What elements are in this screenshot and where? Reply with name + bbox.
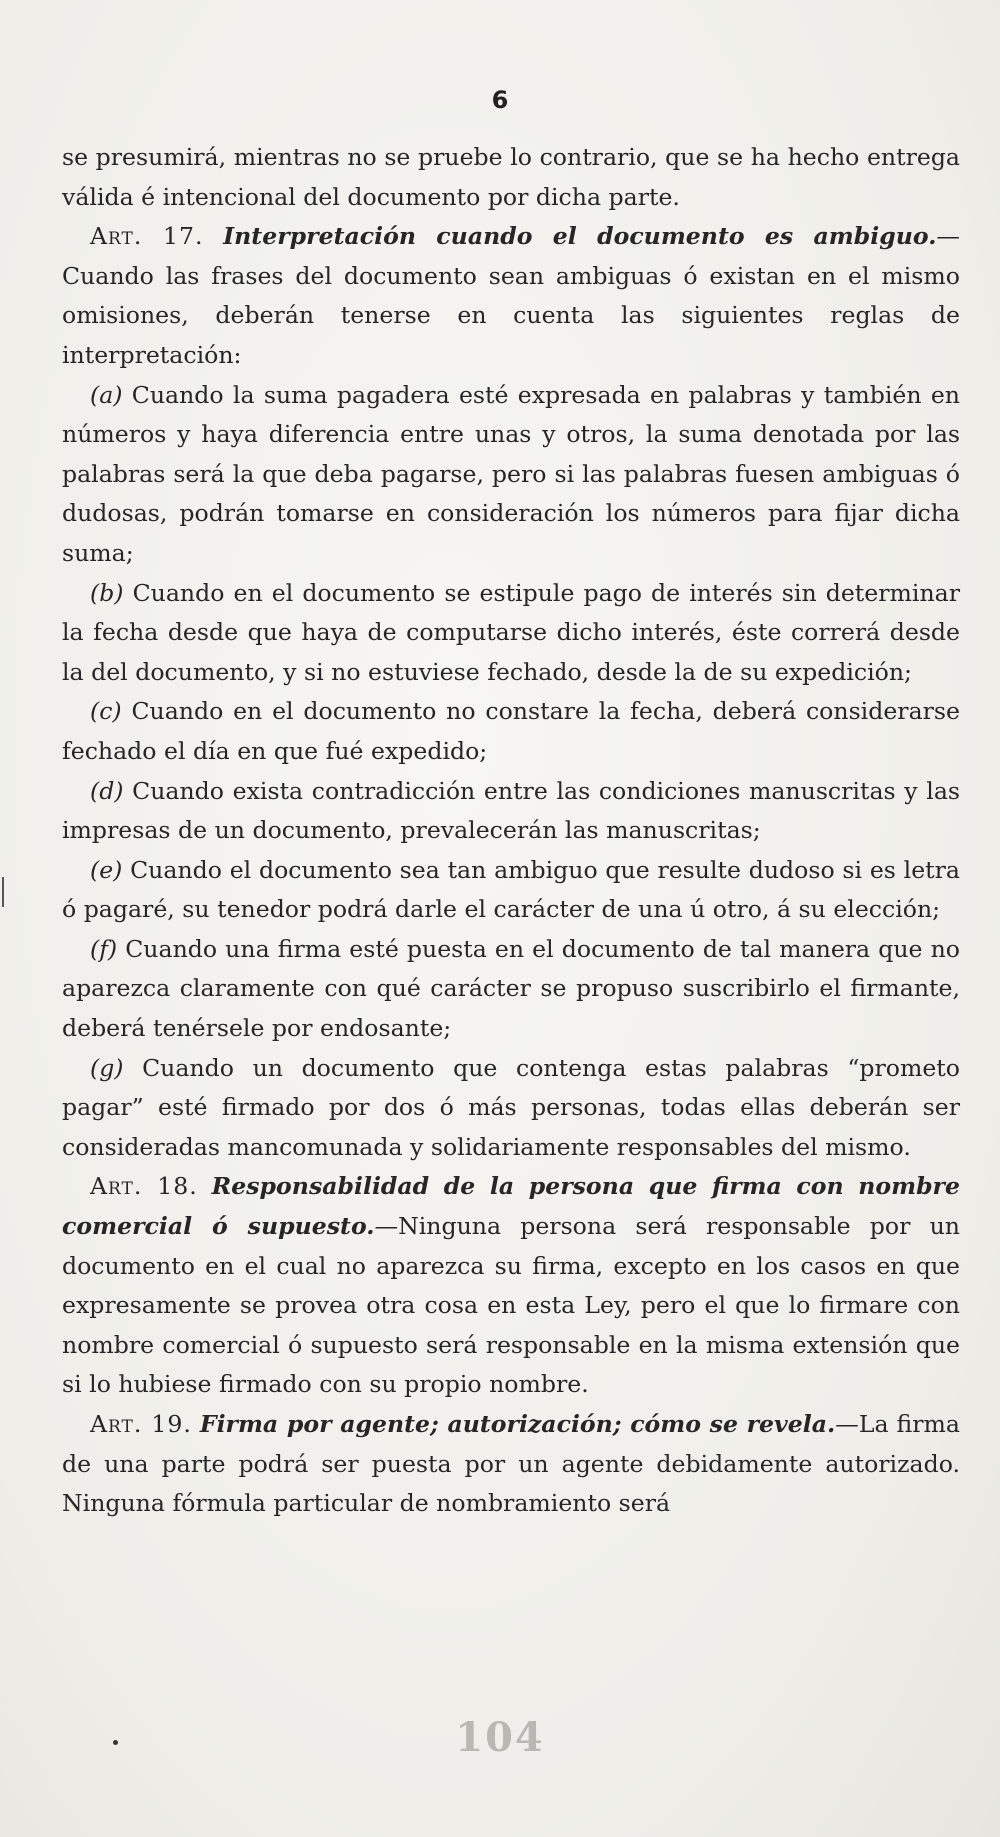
- rule-a: [62, 376, 960, 574]
- article-text: —Ninguna persona será responsable por un documento en el cual no aparezca su firma, excepto en los casos en que expresamente se provea otra cosa en esta Ley, pero el que lo firmare con nombre comercial ó supuesto será responsable en la misma extensión que si lo hubiese firmado con su propio nombre.: [62, 1212, 960, 1399]
- rule-letter: (c): [90, 697, 122, 726]
- rule-letter: (d): [90, 776, 124, 805]
- article-heading: Responsabilidad de la persona que firma con nombre comercial ó supuesto.: [62, 1172, 961, 1241]
- rule-letter: (f): [90, 934, 118, 963]
- article-text: —La firma de una parte podrá ser puesta por un agente debidamente autorizado. Ninguna fórmula particular de nombramiento será: [62, 1410, 960, 1518]
- article-text: —Cuando las frases del documento sean ambiguas ó existan en el mismo omisiones, deberán tenerse en cuenta las siguientes reglas de interpretación:: [62, 222, 961, 369]
- article-17: [62, 217, 960, 375]
- article-heading: Interpretación cuando el documento es ambiguo.: [223, 222, 937, 251]
- rule-g: [62, 1049, 960, 1168]
- rule-letter: (b): [90, 578, 124, 607]
- article-19: [62, 1405, 960, 1524]
- article-label: Art. 19.: [90, 1410, 192, 1438]
- page-number: 6: [491, 86, 509, 114]
- margin-mark: [2, 877, 4, 907]
- article-18: [62, 1167, 960, 1405]
- rule-letter: (a): [90, 380, 123, 409]
- article-heading: Firma por agente; autorización; cómo se revela.: [199, 1410, 836, 1438]
- rule-letter: (e): [90, 855, 123, 884]
- rule-text: Cuando la suma pagadera esté expresada en palabras y también en números y haya diferencia entre unas y otros, la suma denotada por las palabras será la que deba pagarse, pero si las palabras fuesen ambiguas ó dudosas, podrán tomarse en consideración los números para fijar dicha suma;: [62, 380, 960, 567]
- paragraph-text: se presumirá, mientras no se pruebe lo contrario, que se ha hecho entrega válida é intencional del documento por dicha parte.: [62, 143, 960, 211]
- rule-text: Cuando un documento que contenga estas palabras “prometo pagar” esté firmado por dos ó más personas, todas ellas deberán ser consideradas mancomunada y solidariamente responsables del mismo.: [62, 1053, 960, 1161]
- rule-c: [62, 692, 960, 771]
- rule-text: Cuando el documento sea tan ambiguo que resulte dudoso si es letra ó pagaré, su tenedor podrá darle el carácter de una ú otro, á su elección;: [62, 855, 960, 924]
- rule-e: [62, 851, 960, 930]
- rule-b: [62, 574, 960, 693]
- body-text: [62, 138, 960, 1524]
- rule-text: Cuando en el documento se estipule pago de interés sin determinar la fecha desde que haya de computarse dicho interés, éste correrá desde la del documento, y si no estuviese fechado, desde la de su expedición;: [62, 578, 960, 686]
- rule-text: Cuando exista contradicción entre las condiciones manuscritas y las impresas de un documento, prevalecerán las manuscritas;: [62, 776, 960, 845]
- paragraph-continuation: [62, 138, 960, 217]
- article-label: Art. 17.: [90, 222, 204, 251]
- rule-text: Cuando en el documento no constare la fecha, deberá considerarse fechado el día en que fué expedido;: [62, 697, 960, 765]
- rule-letter: (g): [90, 1053, 124, 1082]
- rule-text: Cuando una firma esté puesta en el documento de tal manera que no aparezca claramente con qué carácter se propuso suscribirlo el firmante, deberá tenérsele por endosante;: [62, 934, 960, 1043]
- rule-d: [62, 772, 960, 851]
- article-label: Art. 18.: [90, 1172, 198, 1201]
- footer-page-number: 104: [455, 1714, 545, 1761]
- rule-f: [62, 930, 960, 1049]
